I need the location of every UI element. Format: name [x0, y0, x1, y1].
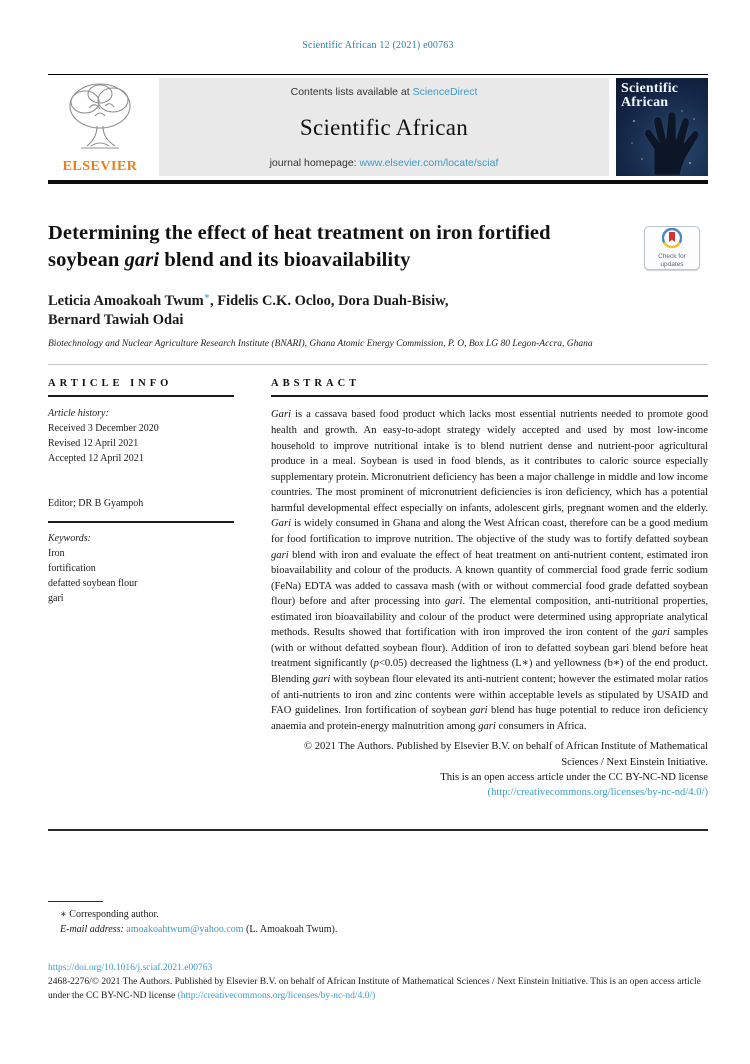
journal-header — [48, 74, 708, 184]
article-title: Determining the effect of heat treatment on iron fortified soybean gari blend and its bioavailability — [48, 222, 551, 272]
running-head: Scientific African 12 (2021) e00763 — [302, 40, 454, 51]
elsevier-logo — [48, 78, 152, 176]
abstract-rule — [271, 395, 708, 397]
keyword: defatted soybean flour — [48, 578, 138, 590]
footnote-block — [48, 901, 708, 937]
journal-banner — [159, 78, 609, 176]
author-name: Leticia Amoakoah Twum — [48, 292, 204, 309]
footer-block — [48, 961, 708, 1004]
spacer — [48, 466, 234, 496]
article-info-rule — [48, 395, 234, 397]
corresponding-author-asterisk[interactable]: ∗ — [203, 290, 210, 301]
check-updates-label-line1: Check for — [658, 253, 686, 261]
cover-hand-icon — [624, 109, 700, 176]
keyword: fortification — [48, 563, 96, 575]
email-label: E-mail address: — [60, 923, 124, 935]
contents-prefix: Contents lists available at — [290, 86, 413, 98]
revised-date: Revised 12 April 2021 — [48, 438, 139, 450]
affiliation: Biotechnology and Nuclear Agriculture Research Institute (BNARI), Ghana Atomic Energy Commission, P. O, Box LG 80 Legon-Accra, Ghana — [48, 339, 593, 350]
doi-link[interactable]: https://doi.org/10.1016/j.sciaf.2021.e00763 — [48, 962, 213, 973]
article-info-heading: ARTICLE INFO — [48, 378, 173, 390]
editor-line: Editor; DR B Gyampoh — [48, 498, 144, 510]
copyright-line: © 2021 The Authors. Published by Elsevier B.V. on behalf of African Institute of Mathematical Sciences / Next Einstein Initiative. — [304, 741, 708, 768]
keyword: gari — [48, 593, 64, 605]
article-info-column — [48, 378, 234, 800]
email-link[interactable]: amoakoahtwum@yahoo.com — [126, 923, 244, 935]
journal-title: Scientific African — [299, 114, 469, 140]
cover-title — [621, 82, 678, 111]
homepage-prefix: journal homepage: — [269, 157, 360, 169]
footnote-rule — [48, 901, 103, 902]
check-updates-icon — [662, 228, 682, 253]
paper-page — [0, 40, 750, 1003]
keywords-label: Keywords: — [48, 533, 91, 545]
elsevier-tree-icon — [61, 80, 139, 159]
cover-title-line2: African — [621, 95, 669, 111]
author-list — [48, 290, 708, 331]
title-row — [48, 220, 708, 275]
license-link[interactable]: (http://creativecommons.org/licenses/by-nc-nd/4.0/) — [487, 787, 708, 799]
article-history-label: Article history: — [48, 408, 109, 420]
elsevier-logo-text: ELSEVIER — [62, 159, 138, 174]
email-line — [48, 922, 708, 937]
accepted-date: Accepted 12 April 2021 — [48, 453, 144, 465]
info-abstract-section — [48, 364, 708, 830]
abstract-text: Gari is a cassava based food product which lacks most essential nutrients needed to promote good health and growth. An easy-to-adopt strategy widely accepted and used by most low-income household to improve nutritional intake is to blend nutrient dense and nutrient-poor agricultural produce in a meal. Soybean is used in food blends, as it contributes to caloric source especially supplementary protein. Micronutrient deficiency has been a major challenge in middle and low income countries. The most prominent of micronutrient deficiencies is iron deficiency, which has a potential harmful developmental effect especially on infants, adolescent girls, pregnant women and the elderly. Gari is widely consumed in Ghana and along the West African coast, therefore can be a good medium for food fortification to improve nutrition. The objective of the study was to fortify defatted soybean gari blend with iron and evaluate the effect of heat treatment on anti-nutrient content, estimated iron bioavailability and colour of the products. A known quantity of commercial food grade ferric sodium (FeNa) EDTA was added to cassava mash (with or without commercial food grade defatted soybean flour) before and after processing into gari. The elemental composition, anti-nutritional properties, estimated iron bioavailability and colour of the product were determined using appropriate analytical methods. Results showed that fortification with iron improved the iron content of the gari samples (with or without defatted soybean flour). Addition of iron to defatted soybean gari blend before heat treatment significantly (p<0.05) decreased the lightness (L∗) and yellowness (b∗) of the end product. Blending gari with soybean flour elevated its anti-nutrient content; however the estimated molar ratios of anti-nutrients to iron and zinc contents were within acceptable levels as stipulated by USAID and FAO guidelines. Iron fortification of soybean gari blend has huge potential to reduce iron deficiency anaemia and protein-energy malnutrition among gari consumers in Africa. — [271, 409, 708, 732]
check-updates-label — [658, 253, 686, 268]
cover-title-line1: Scientific — [621, 81, 679, 96]
corresponding-author-note: ∗ Corresponding author. — [60, 908, 159, 920]
homepage-url-link[interactable]: www.elsevier.com/locate/sciaf — [359, 157, 499, 169]
check-updates-label-line2: updates — [660, 260, 684, 268]
contents-line — [165, 86, 603, 98]
received-date: Received 3 December 2020 — [48, 423, 159, 435]
sciencedirect-link[interactable]: ScienceDirect — [412, 86, 478, 98]
keywords-rule — [48, 521, 234, 523]
keyword: Iron — [48, 548, 65, 560]
abstract-heading: ABSTRACT — [271, 378, 361, 390]
check-for-updates-badge[interactable] — [644, 226, 700, 270]
email-suffix: (L. Amoakoah Twum). — [243, 923, 338, 935]
author-names-rest: , Fidelis C.K. Ocloo, Dora Duah-Bisiw, — [209, 292, 449, 309]
issn-copyright-text: 2468-2276/© 2021 The Authors. Published by Elsevier B.V. on behalf of African Institute of Mathematical Sciences / Next Einstein Initiative. This is an open access article under the CC BY-NC-ND license — [48, 976, 701, 1002]
journal-cover-image — [616, 78, 708, 176]
abstract-column — [271, 378, 708, 800]
footer-license-link[interactable]: (http://creativecommons.org/licenses/by-nc-nd/4.0/) — [177, 991, 376, 1002]
homepage-line — [165, 157, 603, 169]
copyright-block — [271, 739, 708, 800]
open-access-line: This is an open access article under the CC BY-NC-ND license — [440, 771, 708, 783]
author-name-line2: Bernard Tawiah Odai — [48, 311, 184, 328]
